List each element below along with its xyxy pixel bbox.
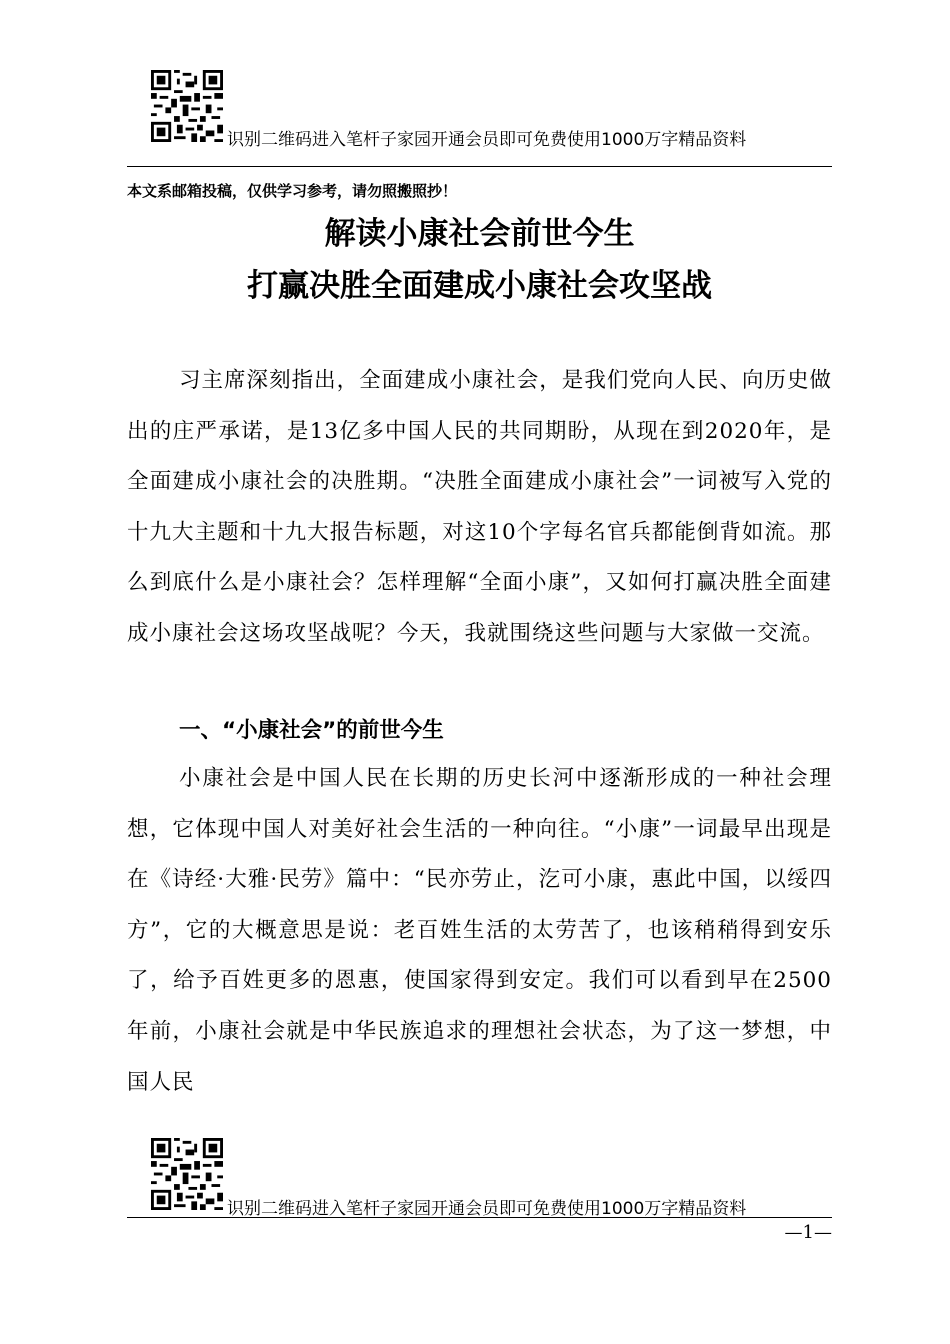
header-promo-text: 识别二维码进入笔杆子家园开通会员即可免费使用1000万字精品资料 [227,130,747,150]
footer-divider [127,1217,832,1218]
title-line-2: 打赢决胜全面建成小康社会攻坚战 [247,268,712,304]
submission-notice: 本文系邮箱投稿，仅供学习参考，请勿照搬照抄！ [127,182,458,200]
body-paragraph-1: 习主席深刻指出，全面建成小康社会，是我们党向人民、向历史做出的庄严承诺，是13亿多中国人民的共同期盼，从现在到2020年，是全面建成小康社会的决胜期。“决胜全面建成小康社会”一词被写入党的十九大主题和十九大报告标题，对这10个字每名官兵都能倒背如流。那么到底什么是小康社会？怎样理解“全面小康”，又如何打赢决胜全面建成小康社会这场攻坚战呢？今天，我就围绕这些问题与大家做一交流。 [127,368,832,646]
footer-qr-code[interactable] [151,1138,223,1210]
title-line-1: 解读小康社会前世今生 [324,216,635,252]
header-qr-code[interactable] [151,70,223,142]
page-number: —1— [784,1222,832,1243]
body-paragraph-2: 小康社会是中国人民在长期的历史长河中逐渐形成的一种社会理想，它体现中国人对美好社会生活的一种向往。“小康”一词最早出现是在《诗经·大雅·民劳》篇中：“民亦劳止，汔可小康，惠此中国，以绥四方”，它的大概意思是说：老百姓生活的太劳苦了，也该稍稍得到安乐了，给予百姓更多的恩惠，使国家得到安定。我们可以看到早在2500年前，小康社会就是中华民族追求的理想社会状态，为了这一梦想，中国人民 [127,766,832,1095]
section-heading-1: 一、“小康社会”的前世今生 [179,718,444,743]
header-divider [127,166,832,167]
footer-promo-text: 识别二维码进入笔杆子家园开通会员即可免费使用1000万字精品资料 [227,1199,747,1219]
